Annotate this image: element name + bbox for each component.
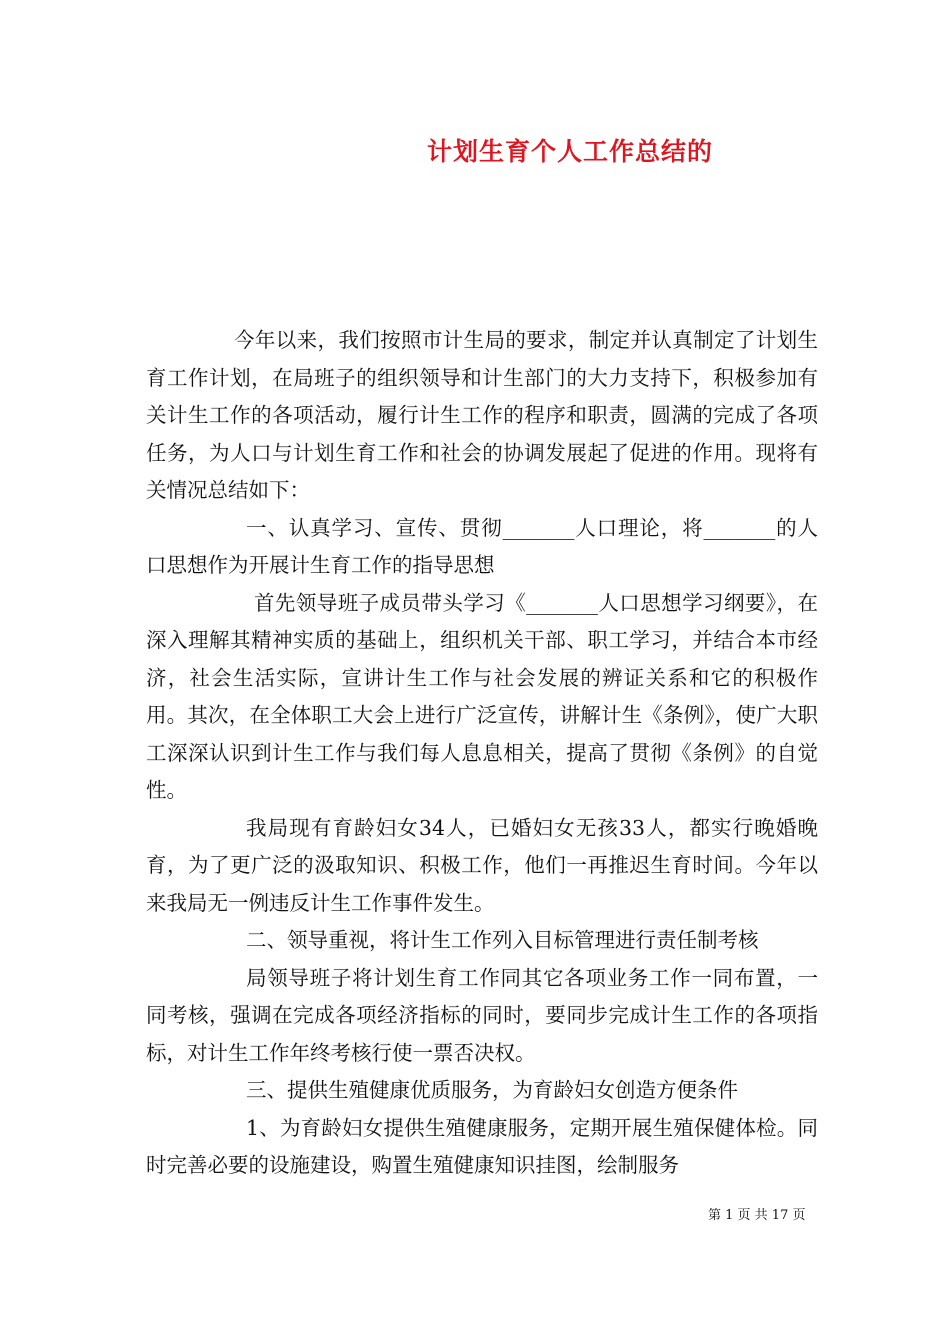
paragraph-leadership: 局领导班子将计划生育工作同其它各项业务工作一同布置，一同考核，强调在完成各项经济指标的同时，要同步完成计生工作的各项指标，对计生工作年终考核行使一票否决权。: [146, 965, 818, 1065]
paragraph-statistics: 我局现有育龄妇女34人，已婚妇女无孩33人，都实行晚婚晚育，为了更广泛的汲取知识、积极工作，他们一再推迟生育时间。今年以来我局无一例违反计生工作事件发生。: [146, 815, 818, 915]
paragraph-intro: 今年以来，我们按照市计生局的要求，制定并认真制定了计划生育工作计划，在局班子的组织领导和计生部门的大力支持下，积极参加有关计生工作的各项活动，履行计生工作的程序和职责，圆满的完成了各项任务，为人口与计划生育工作和社会的协调发展起了促进的作用。现将有关情况总结如下：: [146, 328, 818, 502]
section-heading-2: 二、领导重视，将计生工作列入目标管理进行责任制考核: [246, 928, 759, 952]
section-heading-1: 一、认真学习、宣传、贯彻_______人口理论，将_______的人口思想作为开展计生育工作的指导思想: [146, 515, 818, 577]
document-title: 计划生育个人工作总结的: [426, 137, 713, 166]
page-number-footer: 第 1 页 共 17 页: [708, 1208, 806, 1223]
paragraph-health-service: 1、为育龄妇女提供生殖健康服务，定期开展生殖保健体检。同时完善必要的设施建设，购置生殖健康知识挂图，绘制服务: [146, 1115, 818, 1177]
paragraph-study: 首先领导班子成员带头学习《_______人口思想学习纲要》，在深入理解其精神实质的基础上，组织机关干部、职工学习，并结合本市经济，社会生活实际，宣讲计生工作与社会发展的辨证关系和它的积极作用。其次，在全体职工大会上进行广泛宣传，讲解计生《条例》，使广大职工深深认识到计生工作与我们每人息息相关，提高了贯彻《条例》的自觉性。: [146, 590, 818, 802]
section-heading-3: 三、提供生殖健康优质服务，为育龄妇女创造方便条件: [246, 1078, 738, 1102]
document-body: [146, 322, 818, 1185]
